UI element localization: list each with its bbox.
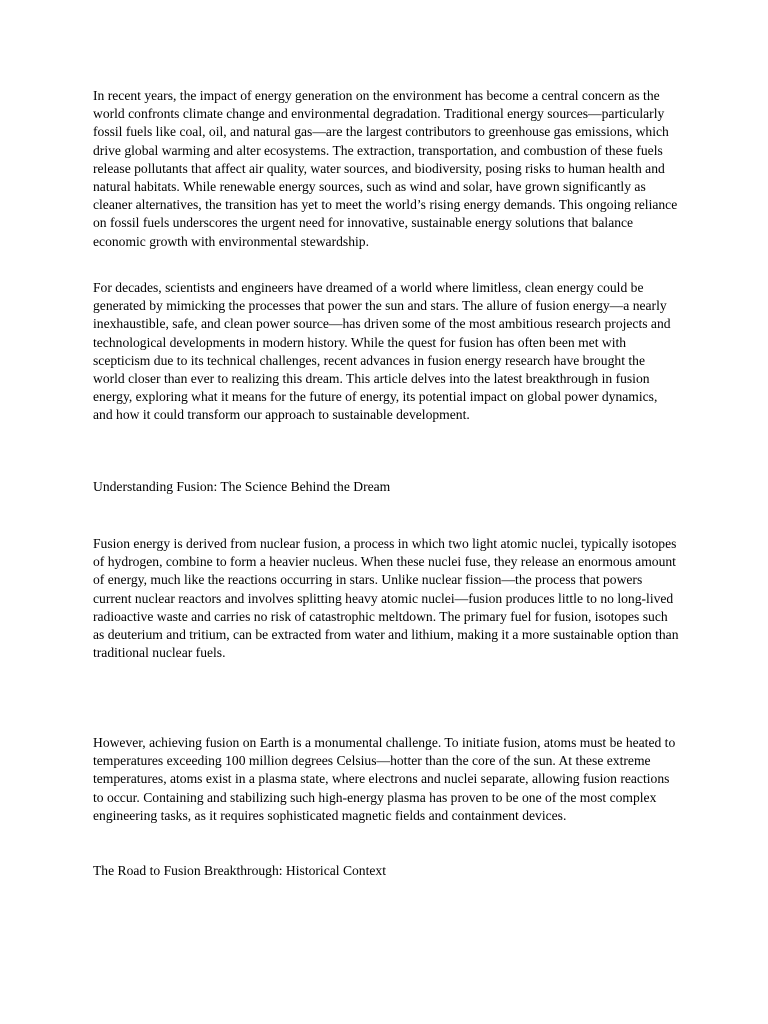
section-heading: The Road to Fusion Breakthrough: Historical Context — [93, 863, 386, 878]
body-paragraph: Fusion energy is derived from nuclear fusion, a process in which two light atomic nuclei, typically isotopes of hydrogen, combine to form a heavier nucleus. When these nuclei fuse, they release an enormous amount of energy, much like the reactions occurring in stars. Unlike nuclear fission—the process that powers current nuclear reactors and involves splitting heavy atomic nuclei—fusion produces little to no long-lived radioactive waste and carries no risk of catastrophic meltdown. The primary fuel for fusion, isotopes such as deuterium and tritium, can be extracted from water and lithium, making it a more sustainable option than traditional nuclear fuels. — [93, 536, 679, 661]
section-heading: Understanding Fusion: The Science Behind the Dream — [93, 479, 391, 494]
body-paragraph: However, achieving fusion on Earth is a monumental challenge. To initiate fusion, atoms must be heated to temperatures exceeding 100 million degrees Celsius—hotter than the core of the sun. At these extreme temperatures, atoms exist in a plasma state, where electrons and nuclei separate, allowing fusion reactions to occur. Containing and stabilizing such high-energy plasma has proven to be one of the most complex engineering tasks, as it requires sophisticated magnetic fields and containment devices. — [93, 735, 676, 823]
body-paragraph: In recent years, the impact of energy generation on the environment has become a central concern as the world confronts climate change and environmental degradation. Traditional energy sources—particularly fossil fuels like coal, oil, and natural gas—are the largest contributors to greenhouse gas emissions, which drive global warming and alter ecosystems. The extraction, transportation, and combustion of these fuels release pollutants that affect air quality, water sources, and biodiversity, posing risks to human health and natural habitats. While renewable energy sources, such as wind and solar, have grown significantly as cleaner alternatives, the transition has yet to meet the world’s rising energy demands. This ongoing reliance on fossil fuels underscores the urgent need for innovative, sustainable energy solutions that balance economic growth with environmental stewardship. — [93, 88, 678, 249]
body-paragraph: For decades, scientists and engineers have dreamed of a world where limitless, clean energy could be generated by mimicking the processes that power the sun and stars. The allure of fusion energy—a nearly inexhaustible, safe, and clean power source—has driven some of the most ambitious research projects and technological developments in modern history. While the quest for fusion has often been met with scepticism due to its technical challenges, recent advances in fusion energy research have brought the world closer than ever to realizing this dream. This article delves into the latest breakthrough in fusion energy, exploring what it means for the future of energy, its potential impact on global power dynamics, and how it could transform our approach to sustainable development. — [93, 280, 671, 423]
